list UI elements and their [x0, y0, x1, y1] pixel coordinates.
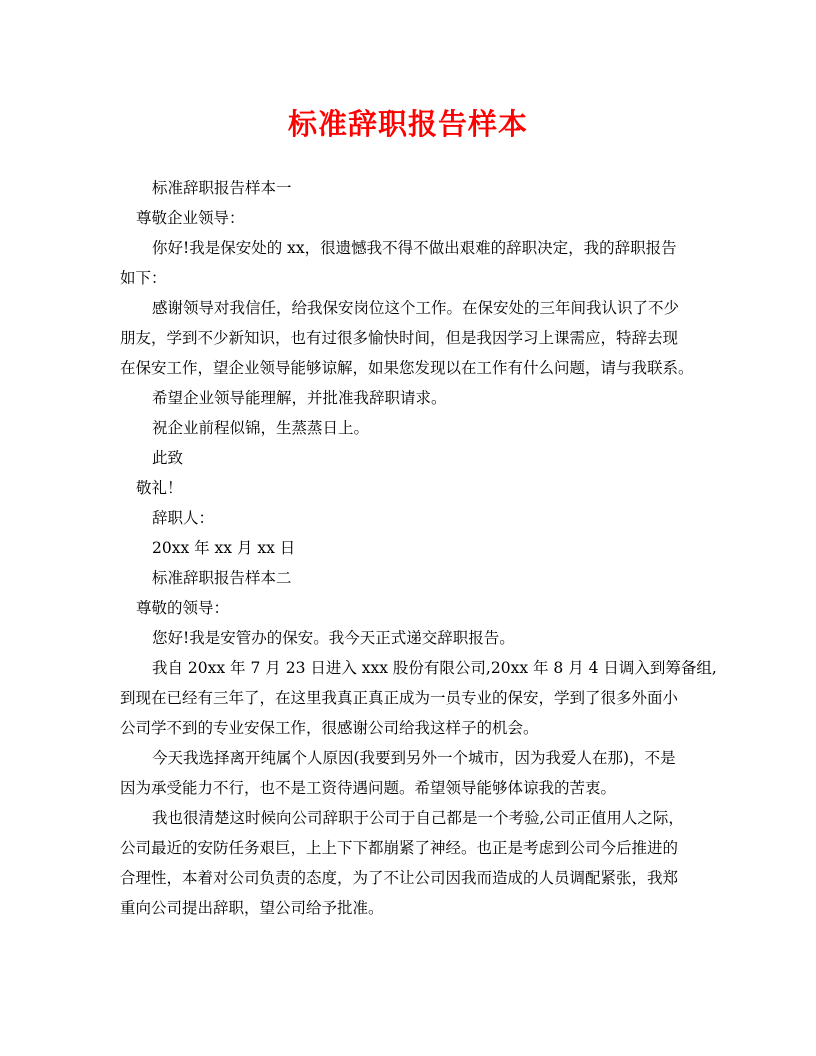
paragraph-line: 今天我选择离开纯属个人原因(我要到另外一个城市，因为我爱人在那)，不是 [152, 749, 676, 767]
paragraph-line: 合理性，本着对公司负责的态度，为了不让公司因我而造成的人员调配紧张，我郑 [120, 869, 679, 887]
paragraph-line: 你好!我是保安处的 xx，很遗憾我不得不做出艰难的辞职决定，我的辞职报告 [152, 239, 677, 257]
paragraph-line: 感谢领导对我信任，给我保安岗位这个工作。在保安处的三年间我认识了不少 [152, 299, 680, 317]
paragraph-line: 如下： [120, 269, 167, 287]
paragraph-line: 朋友，学到不少新知识，也有过很多愉快时间，但是我因学习上课需应，特辞去现 [120, 329, 679, 347]
paragraph-line: 在保安工作，望企业领导能够谅解，如果您发现以在工作有什么问题，请与我联系。 [120, 359, 694, 377]
salutation: 尊敬的领导： [136, 599, 230, 617]
salutation: 尊敬企业领导： [136, 209, 245, 227]
paragraph-line: 公司学不到的专业安保工作，很感谢公司给我这样子的机会。 [120, 719, 539, 737]
paragraph-line: 公司最近的安防任务艰巨，上上下下都崩紧了神经。也正是考虑到公司今后推进的 [120, 839, 679, 857]
paragraph-line: 因为承受能力不行，也不是工资待遇问题。希望领导能够体谅我的苦衷。 [120, 779, 617, 797]
paragraph-line: 到现在已经有三年了，在这里我真正真正成为一员专业的保安，学到了很多外面小 [120, 689, 679, 707]
paragraph-line: 重向公司提出辞职，望公司给予批准。 [120, 899, 384, 917]
closing-line: 此致 [152, 449, 184, 467]
paragraph-line: 希望企业领导能理解，并批准我辞职请求。 [152, 389, 447, 407]
paragraph-line: 祝企业前程似锦，生蒸蒸日上。 [152, 419, 370, 437]
document-title: 标准辞职报告样本 [287, 107, 528, 141]
section-heading: 标准辞职报告样本一 [152, 179, 292, 197]
section-heading: 标准辞职报告样本二 [152, 569, 292, 587]
signature-line: 辞职人： [152, 509, 215, 527]
closing-line: 敬礼！ [136, 479, 183, 497]
paragraph-line: 我自 20xx 年 7 月 23 日进入 xxx 股份有限公司,20xx 年 8 月 4 日调入到筹备组, [152, 659, 717, 677]
paragraph-line: 我也很清楚这时候向公司辞职于公司于自己都是一个考验,公司正值用人之际， [152, 809, 684, 827]
date-line: 20xx 年 xx 月 xx 日 [152, 539, 296, 557]
paragraph-line: 您好!我是安管办的保安。我今天正式递交辞职报告。 [152, 629, 515, 647]
document-body [120, 173, 717, 923]
